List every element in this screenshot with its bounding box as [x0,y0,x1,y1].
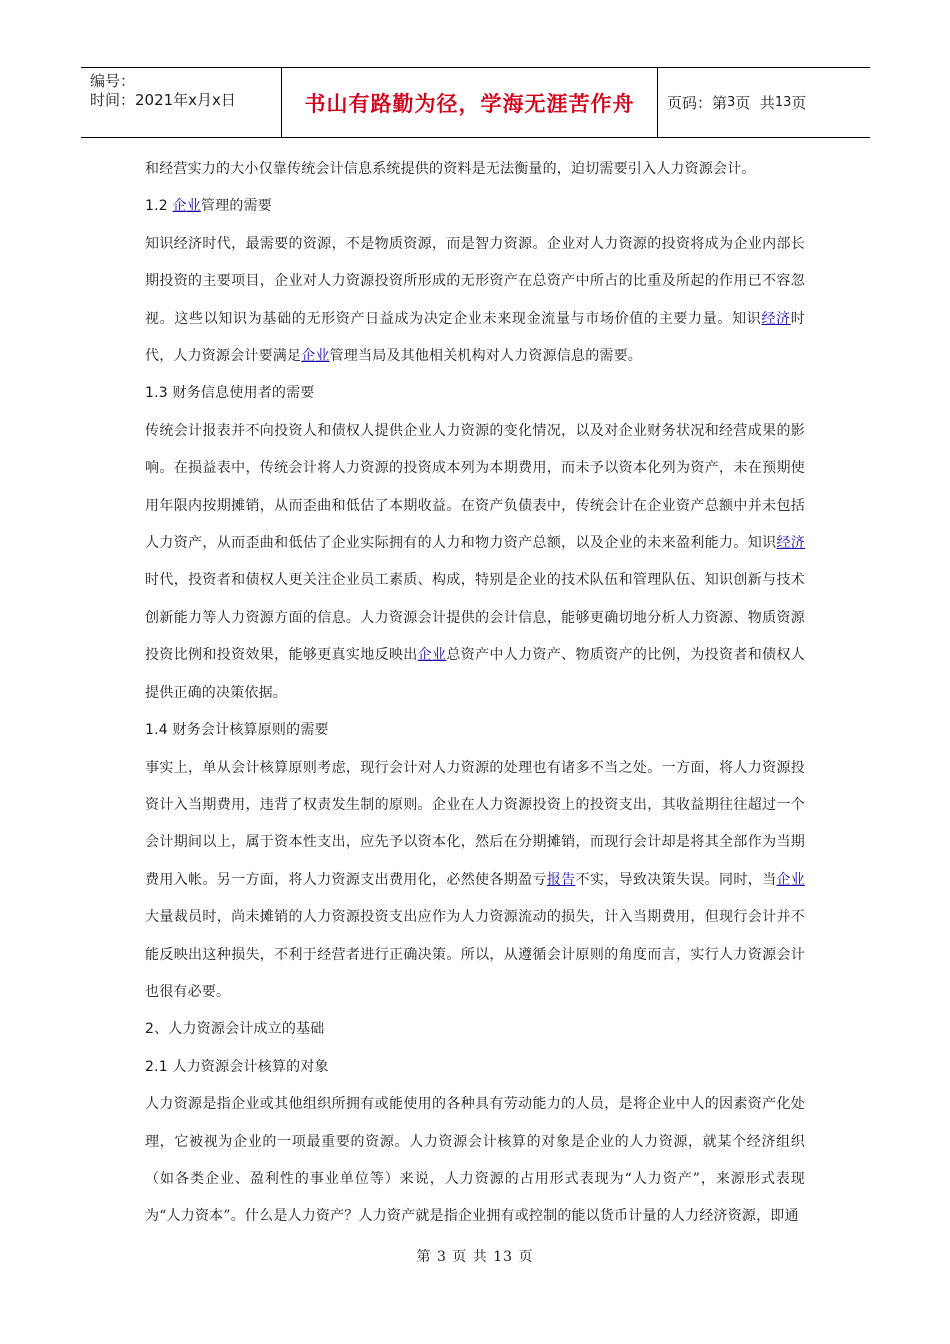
text-span: 传统会计报表并不向投资人和债权人提供企业人力资源的变化情况，以及对企业财务状况和经营成果的影响。在损益表中，传统会计将人力资源的投资成本列为本期费用，而未予以资本化列为资产，未在预期使用年限内按期摊销，从而歪曲和低估了本期收益。在资产负债表中，传统会计在企业资产总额中并未包括人力资产，从而歪曲和低估了企业实际拥有的人力和物力资产总额，以及企业的未来盈利能力。知识 [145,422,805,552]
text-span: 事实上，单从会计核算原则考虑，现行会计对人力资源的处理也有诸多不当之处。一方面，将人力资源投资计入当期费用，违背了权责发生制的原则。企业在人力资源投资上的投资支出，其收益期往往超过一个会计期间以上，属于资本性支出，应先予以资本化，然后在分期摊销，而现行会计却是将其全部作为当期费用入帐。另一方面，将人力资源支出费用化，必然使各期盈亏 [145,759,805,888]
document-body [145,151,805,1236]
text-span: 时代，人力资源会计要满足 [145,310,805,365]
header-motto: 书山有路勤为径，学海无涯苦作舟 [282,68,658,137]
link-enterprise[interactable]: 企业 [776,871,805,888]
section-heading-2: 2、人力资源会计成立的基础 [145,1021,325,1038]
section-heading-1-2 [145,188,805,225]
page-mid: 页 共 [735,94,775,112]
text-span: 不实，导致决策失误。同时，当 [575,871,777,888]
header-info-cell [81,68,282,137]
page-prefix: 页码：第 [667,94,728,112]
paragraph [145,750,805,1012]
document-number-label: 编号： [90,72,136,90]
document-date-label: 时间：2021年x月x日 [90,91,236,109]
paragraph: 人力资源是指企业或其他组织所拥有或能使用的各种具有劳动能力的人员，是将企业中人的因素资产化处理，它被视为企业的一项最重要的资源。人力资源会计核算的对象是企业的人力资源，就某个经济组织（如各类企业、盈利性的事业单位等）来说，人力资源的占用形式表现为“人力资产”，来源形式表现为“人力资本”。什么是人力资产？人力资产就是指企业拥有或控制的能以货币计量的人力经济资源，即通 [145,1096,805,1225]
link-enterprise[interactable]: 企业 [301,348,330,365]
text-span: 管理当局及其他相关机构对人力资源信息的需要。 [329,348,643,365]
section-heading-2-1: 2.1 人力资源会计核算的对象 [145,1058,329,1075]
heading-text: 管理的需要 [200,198,272,215]
paragraph [145,413,805,712]
link-economy[interactable]: 经济 [761,310,791,327]
paragraph: 和经营实力的大小仅靠传统会计信息系统提供的资料是无法衡量的，迫切需要引入人力资源会计。 [145,161,756,177]
page-suffix: 页 [791,94,807,112]
section-heading-1-3: 1.3 财务信息使用者的需要 [145,385,315,402]
page-current: 3 [727,95,736,110]
link-enterprise[interactable]: 企业 [417,647,447,664]
link-economy[interactable]: 经济 [776,535,805,552]
text-span: 大量裁员时，尚未摊销的人力资源投资支出应作为人力资源流动的损失，计入当期费用，但现行会计并不能反映出这种损失，不利于经营者进行正确决策。所以，从遵循会计原则的角度而言，实行人力资源会计也很有必要。 [145,909,805,1000]
link-enterprise[interactable]: 企业 [172,198,201,215]
heading-number: 1.2 [145,198,173,215]
link-report[interactable]: 报告 [546,871,576,888]
page-footer: 第 3 页 共 13 页 [416,1249,534,1265]
section-heading-1-4: 1.4 财务会计核算原则的需要 [145,722,329,739]
text-span: 总资产中人力资产、物质资产的比例，为投资者和债权人提供正确的决策依据。 [145,647,805,701]
text-span: 知识经济时代，最需要的资源，不是物质资源，而是智力资源。企业对人力资源的投资将成为企业内部长期投资的主要项目，企业对人力资源投资所形成的无形资产在总资产中所占的比重及所起的作用已不容忽视。这些以知识为基础的无形资产日益成为决定企业未来现金流量与市场价值的主要力量。知识 [145,235,805,327]
text-span: 时代，投资者和债权人更关注企业员工素质、构成，特别是企业的技术队伍和管理队伍、知识创新与技术创新能力等人力资源方面的信息。人力资源会计提供的会计信息，能够更确切地分析人力资源、物质资源投资比例和投资效果，能够更真实地反映出 [145,572,805,664]
page-total: 13 [774,95,792,110]
paragraph [145,226,805,376]
page-header [81,67,870,138]
header-page-indicator [657,68,870,137]
